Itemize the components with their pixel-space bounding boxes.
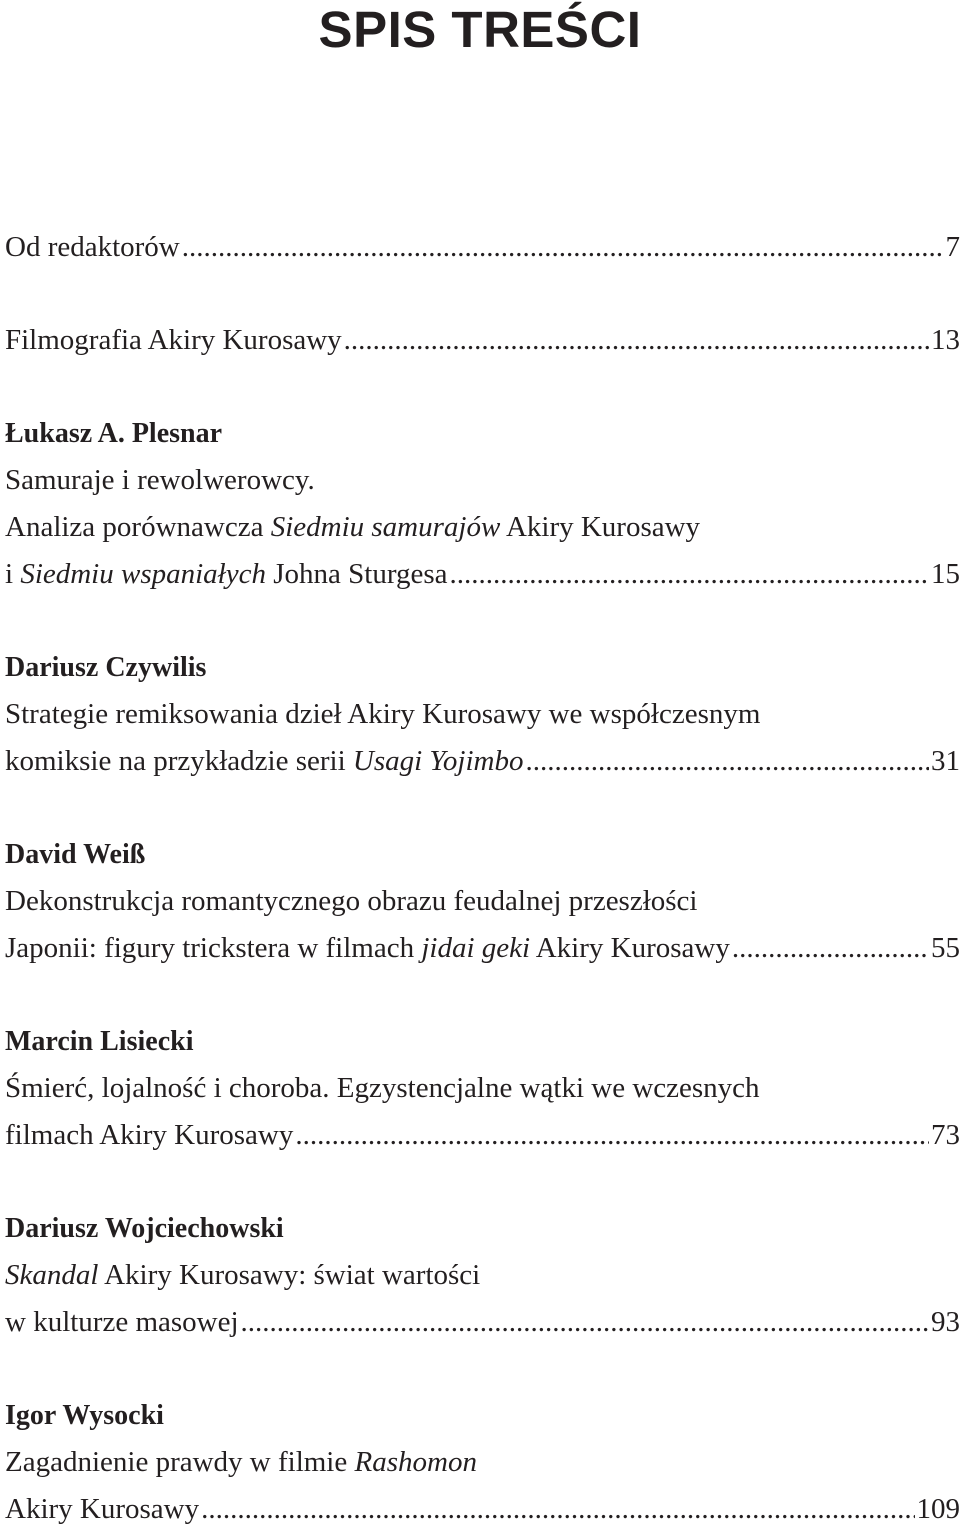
- page-number: 93: [931, 1306, 960, 1338]
- entry-title-line-1: Dekonstrukcja romantycznego obrazu feudalnej przeszłości: [5, 885, 698, 917]
- page-number: 73: [931, 1119, 960, 1151]
- entry-author: David Weiß: [5, 839, 146, 870]
- title-text: i: [5, 558, 21, 590]
- film-title: Skandal: [5, 1259, 99, 1291]
- dot-leader: [295, 1112, 929, 1159]
- entry-title-text: Akiry Kurosawy: [5, 1493, 200, 1525]
- title-text: Akiry Kurosawy: świat wartości: [98, 1259, 481, 1291]
- film-title: Siedmiu wspaniałych: [20, 558, 266, 590]
- entry-title-line-2: [5, 1112, 960, 1159]
- entry-title-line-2: [5, 504, 960, 551]
- entry-title-line-3: [5, 551, 960, 598]
- page-number: 7: [945, 231, 960, 263]
- toc-entry-line: [5, 224, 960, 271]
- entry-title-line-2: [5, 925, 960, 972]
- entry-title: Filmografia Akiry Kurosawy: [5, 324, 342, 356]
- page-number: 13: [931, 324, 960, 356]
- entry-title-text: [5, 738, 523, 785]
- toc-entry-filmografia: [5, 317, 960, 364]
- table-of-contents: [5, 224, 960, 1533]
- dot-leader: [241, 1299, 929, 1346]
- toc-entry-line: [5, 317, 960, 364]
- entry-title-line-2: [5, 738, 960, 785]
- comic-title: Usagi Yojimbo: [352, 745, 524, 777]
- page-number: 31: [931, 745, 960, 777]
- title-text: Akiry Kurosawy: [530, 932, 730, 964]
- page-number: 15: [931, 558, 960, 590]
- title-text: Johna Sturgesa: [265, 558, 448, 590]
- page-title: SPIS TREŚCI: [318, 1, 642, 58]
- toc-entry-wojciechowski: [5, 1205, 960, 1346]
- title-text: Analiza porównawcza: [5, 511, 271, 543]
- entry-author: Łukasz A. Plesnar: [5, 418, 223, 449]
- entry-title-line-1: Strategie remiksowania dzieł Akiry Kurosawy we współczesnym: [5, 698, 761, 730]
- toc-entry-lisiecki: [5, 1018, 960, 1159]
- entry-title-line-1: [5, 1439, 960, 1486]
- toc-entry-weiss: [5, 831, 960, 972]
- entry-title-line-2: [5, 1299, 960, 1346]
- dot-leader: [344, 317, 929, 364]
- dot-leader: [525, 738, 929, 785]
- entry-author: Dariusz Wojciechowski: [5, 1213, 284, 1244]
- entry-title-line-1: [5, 1252, 960, 1299]
- entry-title-text: [5, 551, 448, 598]
- toc-entry-czywilis: [5, 644, 960, 785]
- entry-title-line-1: Śmierć, lojalność i choroba. Egzystencjalne wątki we wczesnych: [5, 1072, 760, 1104]
- page-number: 109: [916, 1493, 960, 1525]
- title-text: Akiry Kurosawy: [500, 511, 701, 543]
- page-number: 55: [931, 932, 960, 964]
- entry-title-line-2: [5, 1486, 960, 1533]
- entry-title: Od redaktorów: [5, 231, 180, 263]
- entry-author: Igor Wysocki: [5, 1400, 164, 1431]
- dot-leader: [201, 1486, 914, 1533]
- title-text: Zagadnienie prawdy w filmie: [5, 1446, 355, 1478]
- entry-author: Marcin Lisiecki: [5, 1026, 194, 1057]
- dot-leader: [182, 224, 944, 271]
- genre-term: jidai geki: [421, 932, 531, 964]
- dot-leader: [732, 925, 929, 972]
- film-title: Rashomon: [354, 1446, 477, 1478]
- entry-title-text: w kulturze masowej: [5, 1306, 239, 1338]
- dot-leader: [450, 551, 930, 598]
- toc-entry-od-redaktorow: [5, 224, 960, 271]
- toc-entry-plesnar: [5, 410, 960, 598]
- entry-title-text: [5, 925, 730, 972]
- title-text: komiksie na przykładzie serii: [5, 745, 353, 777]
- entry-author: Dariusz Czywilis: [5, 652, 207, 683]
- title-text: Japonii: figury trickstera w filmach: [5, 932, 422, 964]
- toc-entry-wysocki: [5, 1392, 960, 1533]
- entry-title-line-1: Samuraje i rewolwerowcy.: [5, 464, 315, 496]
- film-title: Siedmiu samurajów: [270, 511, 501, 543]
- entry-title-text: filmach Akiry Kurosawy: [5, 1119, 294, 1151]
